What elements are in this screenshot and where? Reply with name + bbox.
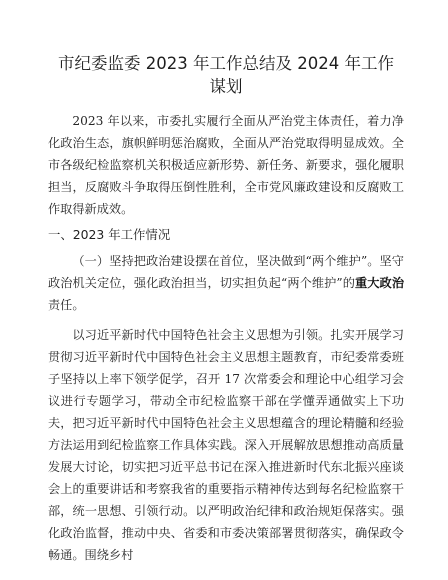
subsection-bold-text: 重大政治 bbox=[355, 276, 405, 290]
body-paragraph: 以习近平新时代中国特色社会主义思想为引领。扎实开展学习贯彻习近平新时代中国特色社会主义思想主题教育，市纪委常委班子坚持以上率下领学促学，召开 17 次常委会和理论中心组学习会议进行专题学习，带动全市纪检监察干部在学懂弄通做实上下功夫，把习近平新时代中国特色社会主义思想蕴含的理论精髓和经验方法运用到纪检监察工作具体实践。深入开展解放思想推动高质量发展大讨论，切实把习近平总书记在深入推进新时代东北振兴座谈会上的重要讲话和考察我省的重要指示精神传达到每名纪检监察干部，统一思想、引领行动。以严明政治纪律和政治规矩保落实。强化政治监督，推动中央、省委和市委决策部署贯彻落实，确保政令畅通。围绕乡村 bbox=[48, 328, 404, 562]
document-title: 市纪委监委 2023 年工作总结及 2024 年工作谋划 bbox=[58, 54, 394, 96]
subsection-heading bbox=[48, 250, 404, 316]
section-heading: 一、2023 年工作情况 bbox=[48, 227, 171, 242]
subsection-text: （一）坚持把政治建设摆在首位，坚决做到“两个维护”。坚守政治机关定位，强化政治担当，切实担负起“两个维护”的 bbox=[48, 254, 404, 290]
subsection-tail: 责任。 bbox=[48, 298, 85, 312]
intro-paragraph: 2023 年以来，市委扎实履行全面从严治党主体责任，着力净化政治生态，旗帜鲜明惩治腐败，全面从严治党取得明显成效。全市各级纪检监察机关积极适应新形势、新任务、新要求，强化履职担当，反腐败斗争取得压倒性胜利，全市党风廉政建设和反腐败工作取得新成效。 bbox=[48, 114, 404, 216]
